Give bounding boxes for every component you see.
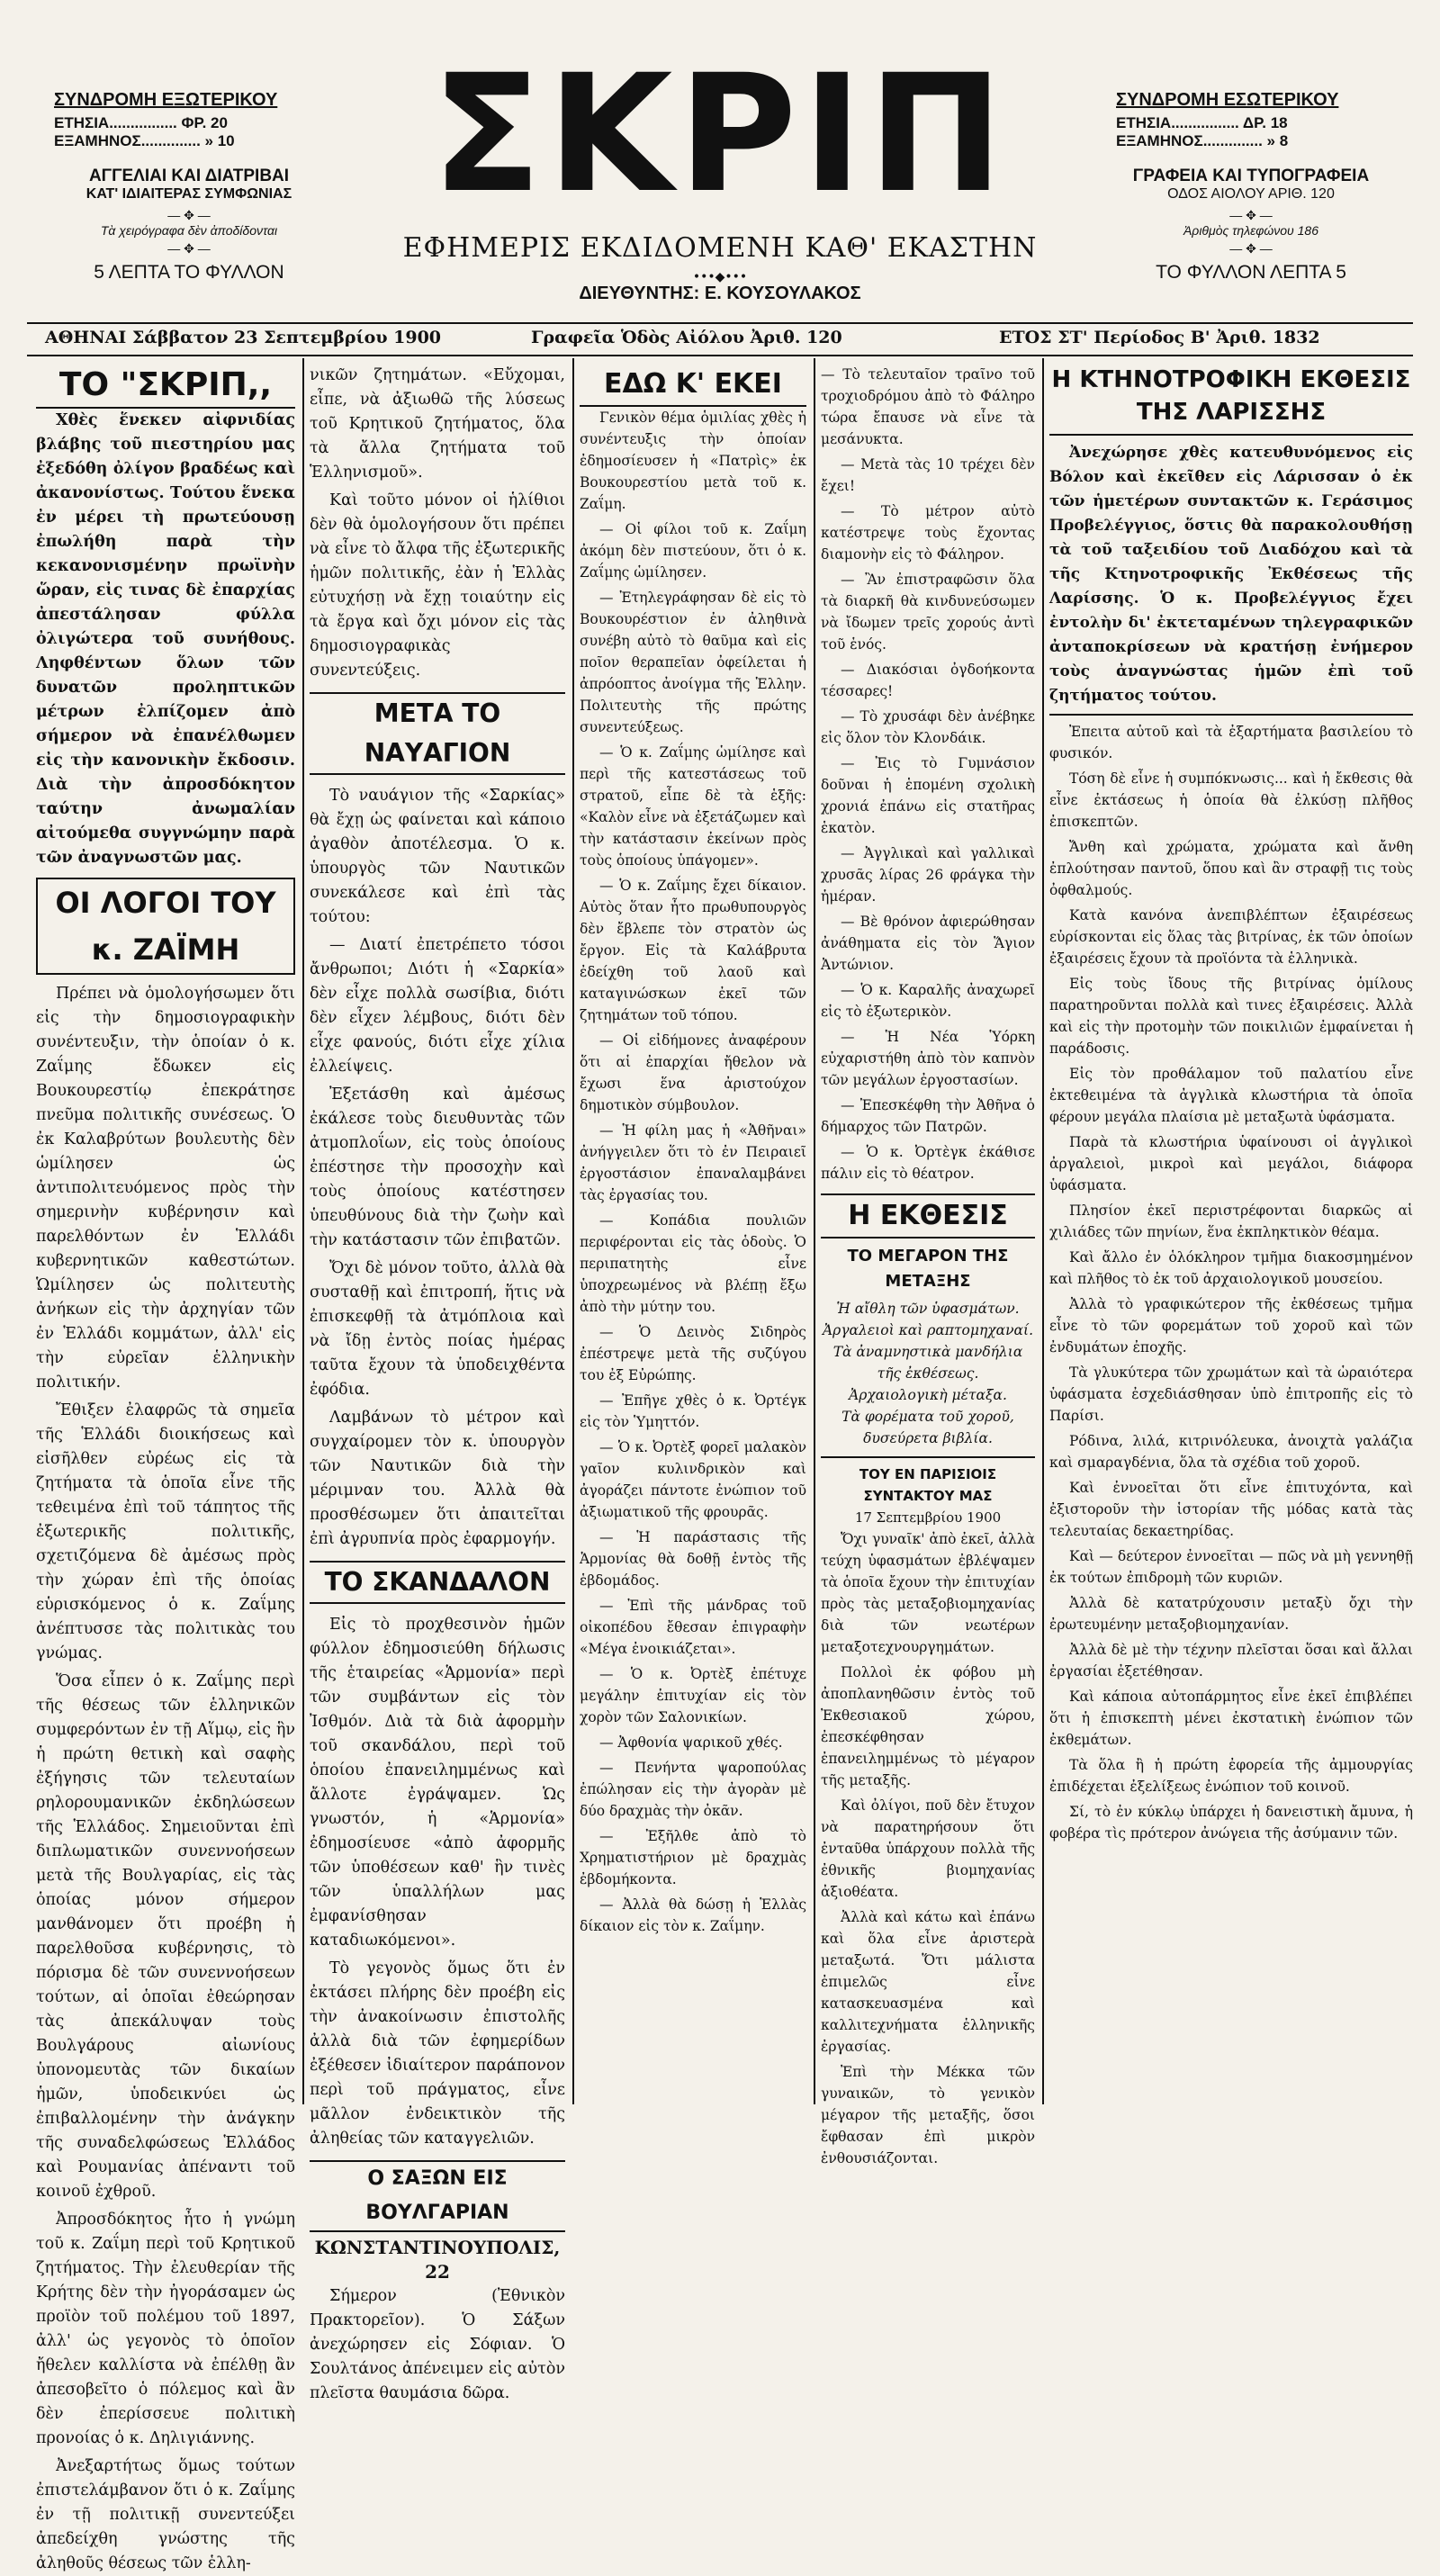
article-paragraph: Τὰ γλυκύτερα τῶν χρωμάτων καὶ τὰ ὡραιότερα ὑφάσματα ἐσχεδιάσθησαν ὑπὸ ἐπιτροπῆς εἰς τὸ Παρίσι. <box>1049 1365 1413 1424</box>
article-paragraph: — Ὁ Δεινὸς Σιδηρὸς ἐπέστρεψε μετὰ τῆς συζύγου του ἐξ Εὐρώπης. <box>580 1324 806 1383</box>
summary-line: Τὰ ἀναμνηστικὰ μανδήλια τῆς ἐκθέσεως. <box>832 1344 1023 1382</box>
article-paragraph: Εἰς τὸ προχθεσινὸν ἡμῶν φύλλον ἐδημοσιεύθη δήλωσις τῆς ἑταιρείας «Ἁρμονία» περὶ τῶν συμβάντων εἰς τὸν Ἰσθμόν. Διὰ τὰ διὰ ἀφορμὴν τοῦ σκανδάλου, περὶ τοῦ ὁποίου ἐπανειλημμένως καὶ ἄλλοτε ἐγράψαμεν. Ὡς γνωστόν, ἡ «Ἁρμονία» ἐδημοσίευσε «ἀπὸ ἀφορμῆς τῶν ὑποθέσεων καθ' ἣν τινὲς τῶν ὑπαλλήλων μας ἐμφανίσθησαν καταδιωκόμενοι». <box>310 1616 565 1950</box>
article-paragraph: — Πενήντα ψαροπούλας ἐπώλησαν εἰς τὴν ἀγορὰν μὲ δύο δραχμὰς τὴν ὀκᾶν. <box>580 1760 806 1819</box>
director: ΔΙΕΥΘΥΝΤΗΣ: Ε. ΚΟΥΣΟΥΛΑΚΟΣ <box>579 284 861 303</box>
article-paragraph: — Οἱ φίλοι τοῦ κ. Ζαΐμη ἀκόμη δὲν πιστεύουν, ὅτι ὁ κ. Ζαΐμης ὡμίλησεν. <box>580 521 806 581</box>
article-paragraph: Εἰς τὸν προθάλαμον τοῦ παλατίου εἶνε ἐκτεθειμένα τὰ ἀγγλικὰ κλωστήρια τὰ ὁποῖα φέρουν μεγάλα πλαίσια μὲ μεταξωτὰ ὑφάσματα. <box>1049 1066 1413 1125</box>
dateline-top-rule <box>27 322 1413 324</box>
article-subheading-megaron: ΤΟ ΜΕΓΑΡΟΝ ΤΗΣ ΜΕΤΑΞΗΣ <box>847 1247 1009 1291</box>
ornament-right-2: — ✥ — <box>1229 241 1273 256</box>
article-heading-edo-kekei: ΕΔΩ Κ' ΕΚΕΙ <box>580 364 806 407</box>
article-paragraph: Πρέπει νὰ ὁμολογήσωμεν ὅτι εἰς τὴν δημοσιογραφικὴν συνέντευξιν, τὴν ὁποίαν ὁ κ. Ζαΐμης ἔδωκεν εἰς Βουκουρεστίῳ ἐπεκράτησε πνεῦμα πολιτικῆς συνέσεως. Ὁ ἐκ Καλαβρύτων βουλευτὴς δὲν ὡμίλησεν ὡς ἀντιπολιτευόμενος πρὸς τὴν σημερινὴν κυβέρνησιν καὶ παρελθόντων ἐν Ἑλλάδι κυβερνητικῶν καθεστώτων. Ὡμίλησεν ὡς πολιτευτὴς ἀνήκων εἰς τὴν ἀρχηγίαν τῶν ἐν Ἑλλάδι κομμάτων, ἀλλ' εἰς τὴν εὐρεῖαν ἑλληνικὴν πολιτικήν. <box>36 985 295 1392</box>
left-info-box <box>54 90 324 284</box>
article-paragraph: — Ὁ κ. Ὀρτὲξ ἐπέτυχε μεγάλην ἐπιτυχίαν εἰς τὸν χορὸν τῶν Σαλονικίων. <box>580 1666 806 1725</box>
article-paragraph: — Οἱ εἰδήμονες ἀναφέρουν ὅτι αἱ ἐπαρχίαι ἤθελον νὰ ἔχωσι ἕνα ἀριστούχον δημοτικὸν σύμβουλον. <box>580 1032 806 1113</box>
article-paragraph: — Ἀλλὰ θὰ δώσῃ ἡ Ἑλλὰς δίκαιον εἰς τὸν κ. Ζαΐμην. <box>580 1896 806 1934</box>
article-paragraph: Εἰς τοὺς ἴδους τῆς βιτρίνας ὁμίλους παρατηροῦνται πολλὰ καὶ τινες ἐξαιρέσεις. Ἀλλὰ καὶ εἰς τὴν προτομὴν τῶν ποικιλιῶν ἐμφαίνεται ἡ παράδοσις. <box>1049 976 1413 1057</box>
article-paragraph: Κατὰ κανόνα ἀνεπιβλέπτων ἐξαιρέσεως εὐρίσκονται εἰς ὅλας τὰς βιτρίνας, ἐκ τῶν ὁποίων ἐξαιρέσεις ἔχουν τὰ προϊόντα τὰ ἑλληνικὰ. <box>1049 907 1413 967</box>
subscription-half-domestic: ΕΞΑΜΗΝΟΣ.............. » 8 <box>1116 132 1289 149</box>
offices-title: ΓΡΑΦΕΙΑ ΚΑΙ ΤΥΠΟΓΡΑΦΕΙΑ <box>1132 167 1370 185</box>
subscription-half: ΕΞΑΜΗΝΟΣ.............. » 10 <box>54 132 235 149</box>
article-paragraph: Ἀνεξαρτήτως ὅμως τούτων ἐπιστελάμβανον ὅτι ὁ κ. Ζαΐμης ἐν τῇ πολιτικῇ συνεντεύξει ἀπεδείχθη γνώστης τῆς ἀληθοῦς θέσεως τῶν ἑλλη- <box>36 2457 295 2572</box>
article-paragraph: Ἔθιξεν ἐλαφρῶς τὰ σημεῖα τῆς Ἑλλάδι διοικήσεως καὶ εἰσῆλθεν εὐρέως εἰς τὰ ζητήματα τὰ ὁποῖα εἶνε τῆς τεθειμένα ἐπὶ τοῦ τάπητος τῆς ἐξωτερικῆς πολιτικῆς, σχετιζόμενα δὲ ἀμέσως πρὸς τὴν χώραν ἐπὶ τῆς ὁποίας εὑρισκόμενος ὁ κ. Ζαΐμης ἀνέπτυσσε τὰς πολιτικὰς του γνώμας. <box>36 1401 295 1662</box>
article-paragraph: — Ἐπὶ τῆς μάνδρας τοῦ οἰκοπέδου ἔθεσαν ἐπιγραφὴν «Μέγα ἐνοικιάζεται». <box>580 1598 806 1657</box>
article-paragraph: Λαμβάνων τὸ μέτρον καὶ συγχαίρομεν τὸν κ. ὑπουργὸν τῶν Ναυτικῶν διὰ τὴν μέριμναν του. Ἀλλὰ θὰ προσθέσωμεν ὅτι ἀπαιτεῖται ἐπὶ ἀγρυπνία πρὸς ἐφαρμογήν. <box>310 1409 565 1548</box>
subscription-domestic-title: ΣΥΝΔΡΟΜΗ ΕΣΩΤΕΡΙΚΟΥ <box>1116 90 1339 110</box>
article-paragraph: — Ἐις τὸ Γυμνάσιον δοῦναι ἡ ἑπομένη σχολικὴ χρονιά ἐπάνω εἰς στατῆρας ἑκατὸν. <box>821 755 1035 836</box>
ads-title: ΑΓΓΕΛΙΑΙ ΚΑΙ ΔΙΑΤΡΙΒΑΙ <box>88 167 290 185</box>
newspaper-title: ΣΚΡΙΠ <box>431 41 1009 229</box>
dateline-office: Γραφεῖα Ὁδὸς Αἰόλου Ἀριθ. 120 <box>531 328 842 347</box>
article-paragraph: Ἐξετάσθη καὶ ἀμέσως ἐκάλεσε τοὺς διευθυντὰς τῶν ἀτμοπλοΐων, εἰς τοὺς ὁποίους ἐπέστησε τὴν προσοχὴν καὶ τοὺς ὁποίους κατέστησεν ὑπευθύνους διὰ τὴν ζωὴν καὶ τὴν κατάστασιν τῶν ἐπιβατῶν. <box>310 1085 565 1249</box>
article-paragraph: Ἀλλὰ τὸ γραφικώτερον τῆς ἐκθέσεως τμῆμα εἶνε τὸ τῶν φορεμάτων τοῦ χοροῦ καὶ τῶν ἐνδυμάτων ἐποχῆς. <box>1049 1296 1413 1356</box>
article-heading-ktinotrofiki: Η ΚΤΗΝΟΤΡΟΦΙΚΗ ΕΚΘΕΣΙΣ ΤΗΣ ΛΑΡΙΣΣΗΣ <box>1049 364 1413 436</box>
dateline-bottom-rule <box>27 355 1413 356</box>
article-paragraph: Σί, τὸ ἐν κύκλῳ ὑπάρχει ἡ δανειστικὴ ἄμυνα, ἡ φοβέρα τὶς πρότερον ἀνώγεια τῆς ἀσύμανιν τῶν. <box>1049 1804 1413 1842</box>
ornament-left: — ✥ — <box>167 208 211 222</box>
article-paragraph: — Ὁ κ. Καραλῆς ἀναχωρεῖ εἰς τὸ ἐξωτερικὸν. <box>821 982 1035 1020</box>
subscription-yearly: ΕΤΗΣΙΑ................ ΦΡ. 20 <box>54 114 228 131</box>
dateline-date: ΑΘΗΝΑΙ Σάββατον 23 Σεπτεμβρίου 1900 <box>45 328 442 347</box>
article-paragraph: — Ἐπεσκέφθη τὴν Ἀθῆνα ὁ δήμαρχος τῶν Πατρῶν. <box>821 1097 1035 1135</box>
article-paragraph: Καὶ ἄλλο ἐν ὁλόκληρον τμῆμα διακοσμημένον καὶ πλῆθος τὸ ἐκ τοῦ ἀρχαιολογικοῦ μουσείου. <box>1049 1249 1413 1287</box>
article-paragraph: Ἄνθη καὶ χρώματα, χρώματα καὶ ἄνθη ἐπλούτησαν παντοῦ, ὅπου καὶ ἂν στραφῇ τις τοὺς ὀφθαλμούς. <box>1049 839 1413 898</box>
article-paragraph: — Ὁ κ. Ζαΐμης ὡμίλησε καὶ περὶ τῆς κατεστάσεως τοῦ στρατοῦ, εἶπε δὲ τὰ ἑξῆς: «Καλὸν εἶνε νὰ ἐξετάζωμεν καὶ τὴν κατάστασιν ἐκείνων πρὸς τοὺς ὁποίους ὑπάγομεν». <box>580 744 806 869</box>
article-paragraph: — Τὸ τελευταῖον τραῖνο τοῦ τροχιοδρόμου ἀπὸ τὸ Φάληρο τώρα ἔπαυσε νὰ εἶνε τὰ μεσάνυκτα. <box>821 366 1035 447</box>
column-rule-1 <box>302 358 304 2104</box>
column-rule-2 <box>572 358 574 2104</box>
section-divider <box>1049 714 1413 716</box>
article-paragraph: Ἀλλὰ δὲ κατατρύχουσιν μεταξὺ ὄχι τὴν ἐρωτευμένην μεταξοβιομηχανίαν. <box>1049 1595 1413 1633</box>
article-paragraph: Σήμερον (Ἐθνικὸν Πρακτορεῖον). Ὁ Σάξων ἀνεχώρησεν εἰς Σόφιαν. Ὁ Σουλτάνος ἀπένειμεν εἰς αὐτὸν πλεῖστα θαυμάσια δῶρα. <box>310 2287 565 2402</box>
article-paragraph: — Ὁ κ. Ὀρτὲγκ ἐκάθισε πάλιν εἰς τὸ θέατρον. <box>821 1144 1035 1182</box>
column-2 <box>310 364 565 2402</box>
article-paragraph: Ὄχι γυναῖκ' ἀπὸ ἐκεῖ, ἀλλὰ τεύχη ὑφασμάτων ἐβλέψαμεν τὰ ὁποῖα ἔχουν τὴν ἐπιτυχίαν πρὸς τὰς μεταξοβιομηχανίας διὰ τῶν νεωτέρων μεταξοτεχνουργημάτων. <box>821 1531 1035 1655</box>
article-paragraph: Τόση δὲ εἶνε ἡ συμπόκνωσις... καὶ ἡ ἔκθεσις θὰ εἶνε ἐκτάσεως ἡ ὁποία θὰ ἐλκύσῃ πλῆθος ἐπισκεπτῶν. <box>1049 770 1413 830</box>
article-paragraph: — Ἐπῆγε χθὲς ὁ κ. Ὀρτέγκ εἰς τὸν Ὑμηττόν. <box>580 1392 806 1430</box>
article-paragraph: — Τὸ χρυσάφι δὲν ἀνέβηκε εἰς ὅλον τὸν Κλονδάικ. <box>821 708 1035 746</box>
article-paragraph: — Ἡ φίλη μας ἡ «Ἀθῆναι» ἀνήγγειλεν ὅτι τὸ ἐν Πειραιεῖ ἐργοστάσιον ἐπαναλαμβάνει τὰς ἐργασίας του. <box>580 1122 806 1203</box>
subscription-yearly-domestic: ΕΤΗΣΙΑ................ ΔΡ. 18 <box>1116 114 1288 131</box>
article-paragraph: — Διατί ἐπετρέπετο τόσοι ἄνθρωποι; Διότι ἡ «Σαρκία» δὲν εἶχε πολλὰ σωσίβια, διότι δὲν εἶχεν λέμβους, διότι δὲν εἶχε φανούς, διότι εἶχε χίλια ἐλλείψεις. <box>310 936 565 1076</box>
article-paragraph: Καὶ ἐννοεῖται ὅτι εἶνε ἐπιτυχόντα, καὶ ἐξιστοροῦν τὴν ἱστορίαν τῆς μόδας κατὰ τὰς τελευταίας δεκαετηρίδας. <box>1049 1480 1413 1539</box>
dateline-issue: ΕΤΟΣ ΣΤ' Περίοδος Β' Ἀριθ. 1832 <box>999 328 1320 347</box>
offices-address: ΟΔΟΣ ΑΙΟΛΟΥ ΑΡΙΘ. 120 <box>1167 186 1335 202</box>
article-paragraph: — Ὁ κ. Ὀρτὲξ φορεῖ μαλακὸν γαῖον κυλινδρικὸν καὶ ἀγοράζει πάντοτε ἐνώπιον τοῦ ἀξιωματικοῦ τῆς φρουρᾶς. <box>580 1439 806 1520</box>
article-paragraph: Καὶ τοῦτο μόνον οἱ ἡλίθιοι δὲν θὰ ὁμολογήσουν ὅτι πρέπει νὰ εἶνε τὸ ἄλφα τῆς ἐξωτερικῆς ἡμῶν πολιτικῆς, ἐὰν ἡ Ἑλλὰς εὐτυχήσῃ νὰ ἔχῃ τοιαύτην εἰς τὰ ἔργα καὶ ὄχι μόνον εἰς τὰς δημοσιογραφικὰς συνεντεύξεις. <box>310 491 565 680</box>
summary-line: Ἡ αἴθλη τῶν ὑφασμάτων. <box>836 1301 1020 1317</box>
newspaper-subtitle: ΕΦΗΜΕΡΙΣ ΕΚΔΙΔΟΜΕΝΗ ΚΑΘ' ΕΚΑΣΤΗΝ <box>402 232 1038 264</box>
masthead <box>0 0 1440 324</box>
article-heading-skandalon: ΤΟ ΣΚΑΝΔΑΛΟΝ <box>310 1561 565 1604</box>
dateline <box>27 326 1413 353</box>
article-paragraph: Τὰ ὅλα ἢ ἡ πρώτη ἐφορεία τῆς ἀμμουργίας ἐπιδέχεται ἐξελίξεως ἐνώπιον τοῦ κοινοῦ. <box>1049 1757 1413 1795</box>
article-paragraph: Ὄχι δὲ μόνον τοῦτο, ἀλλὰ θὰ συσταθῇ καὶ ἐπιτροπή, ἥτις νὰ ἐπισκεφθῇ τὰ ἀτμόπλοια καὶ νὰ ἴδῃ ἐντὸς ποίας ἡμέρας ταῦτα ἔχουν τὰ ὑποδειχθέντα ἐφόδια. <box>310 1259 565 1399</box>
phone-number: Ἀριθμὸς τηλεφώνου 186 <box>1183 223 1319 238</box>
article-paragraph: Χθὲς ἕνεκεν αἰφνιδίας βλάβης τοῦ πιεστηρίου μας ἐξεδόθη ὀλίγον βραδέως καὶ ἀκανονίστως. Τούτου ἕνεκα ἐν μέρει τὴ πρωτεύουσῃ ἐπωλήθη παρὰ τὴν κεκανονισμένην πρωϊνὴν ὥραν, εἰς τινας δὲ ἐπαρχίας ἀπεστάλησαν φύλλα ὀλιγώτερα τοῦ συνήθους. Ληφθέντων ὅλων τῶν δυνατῶν προληπτικῶν μέτρων ἐλπίζομεν ἀπὸ σήμερον νὰ ἐπανέλθωμεν εἰς τὴν κανονικὴν ἔκδοσιν. Διὰ τὴν ἀπροσδόκητον ταύτην ἀνωμαλίαν αἰτούμεθα συγγνώμην παρὰ τῶν ἀναγνωστῶν μας. <box>36 411 295 867</box>
ornament-center: •••◆••• <box>692 270 748 284</box>
article-paragraph: — Ἂν ἐπιστραφῶσιν ὅλα τὰ διαρκῆ θὰ κινδυνεύσωμεν νὰ ἴδωμεν τρεῖς χορούς ἀντὶ τοῦ ἑνός. <box>821 572 1035 653</box>
article-paragraph: Πολλοὶ ἐκ φόβου μὴ ἀποπλανηθῶσιν ἐντὸς τοῦ Ἐκθεσιακοῦ χώρου, ἐπεσκέφθησαν ἐπανειλημμένως τὸ μέγαρον τῆς μεταξῆς. <box>821 1664 1035 1788</box>
article-paragraph: Καὶ — δεύτερον ἐννοεῖται — πῶς νὰ μὴ γεννηθῇ ἐκ τούτων ἐπιδρομὴ τῶν κυριῶν. <box>1049 1548 1413 1586</box>
article-paragraph: — Ἡ παράστασις τῆς Ἁρμονίας θὰ δοθῇ ἐντὸς τῆς ἑβδομάδος. <box>580 1529 806 1589</box>
manuscripts-note: Τὰ χειρόγραφα δὲν ἀποδίδονται <box>100 223 278 238</box>
summary-line: Ἀρχαιολογικὴ μέταξα. <box>849 1387 1007 1403</box>
summary-line: Ἀργαλειοὶ καὶ ραπτομηχαναί. <box>822 1322 1033 1338</box>
article-paragraph: — Μετὰ τὰς 10 τρέχει δὲν ἔχει! <box>821 456 1035 494</box>
article-paragraph: Τὸ γεγονὸς ὅμως ὅτι ἐν ἐκτάσει πλήρης δὲν προέβη εἰς τὴν ἀνακοίνωσιν ἐπιστολῆς ἀλλὰ διὰ τῶν ἐφημερίδων ἐξέθεσεν ἰδιαίτερον παράπονον περὶ τοῦ πράγματος, εἶνε μᾶλλον ἐνδεικτικὸν τῆς ἀληθείας τῶν καταγγελιῶν. <box>310 1959 565 2148</box>
article-paragraph: — Ἀφθονία ψαρικοῦ χθές. <box>599 1734 783 1751</box>
price-right: ΤΟ ΦΥΛΛΟΝ ΛΕΠΤΑ 5 <box>1156 262 1346 283</box>
article-heading-navagion: ΜΕΤΑ ΤΟ ΝΑΥΑΓΙΟΝ <box>310 692 565 775</box>
article-heading-skrip: ΤΟ "ΣΚΡΙΠ,, <box>36 364 295 409</box>
article-paragraph: νικῶν ζητημάτων. «Εὔχομαι, εἶπε, νὰ ἀξιωθῶ τῆς λύσεως τοῦ Κρητικοῦ ζητήματος, ὅλα τὰ ἄλλα ζητήματα τοῦ Ἑλληνισμοῦ». <box>310 366 565 482</box>
article-paragraph: Καὶ ὀλίγοι, ποῦ δὲν ἔτυχον νὰ παρατηρήσουν ὅτι ἐνταῦθα ὑπάρχουν πολλὰ τῆς ἐθνικῆς βιομηχανίας ἀξιοθέατα. <box>821 1797 1035 1900</box>
article-heading-zaimis: ΟΙ ΛΟΓΟΙ ΤΟΥ κ. ΖΑΪΜΗ <box>36 878 295 975</box>
article-paragraph: Καὶ κάποια αὐτοπάρμητος εἶνε ἐκεῖ ἐπιβλέπει ὅτι ἡ ἐπισκεπτὴ μένει ἐκστατικὴ ἐνώπιον τῶν ἐκθεμάτων. <box>1049 1689 1413 1748</box>
article-paragraph: Τὸ ναυάγιον τῆς «Σαρκίας» θὰ ἔχῃ ὡς φαίνεται καὶ κάποιο ἀγαθὸν ἀποτέλεσμα. Ὁ κ. ὑπουργὸς τῶν Ναυτικῶν συνεκάλεσε καὶ ἐπὶ τὰς τούτου: <box>310 787 565 926</box>
article-paragraph: Ἐπειτα αὐτοῦ καὶ τὰ ἐξαρτήματα βασιλείου τὸ φυσικόν. <box>1049 724 1413 761</box>
column-1 <box>36 364 295 2572</box>
article-date: 17 Σεπτεμβρίου 1900 <box>854 1509 1002 1526</box>
article-paragraph: — Διακόσιαι ὀγδοήκοντα τέσσαρες! <box>821 662 1035 699</box>
article-paragraph: — Ἡ Νέα Ὑόρκη εὐχαριστήθη ἀπὸ τὸν καπνὸν τῶν μεγάλων ἐργοστασίων. <box>821 1029 1035 1088</box>
article-paragraph: — Ἐτηλεγράφησαν δὲ εἰς τὸ Βουκουρέστιον ἐν ἀληθινὰ συνέβη αὐτὸ τὸ θαῦμα καὶ εἰς ποῖον θεραπεῖαν ὀφείλεται ἡ ἀπρόοπτος ἀνοίγμα τῆς Ἑλλην. Πολιτευτὴς τῆς πρώτης συνεντεύξεως. <box>580 590 806 735</box>
column-5 <box>1049 364 1413 2101</box>
article-paragraph: Ρόδινα, λιλά, κιτρινόλευκα, ἀνοιχτὰ γαλάζια καὶ σμαραγδένια, ὅλα τὰ σχέδια τοῦ χοροῦ. <box>1049 1433 1413 1471</box>
price-left: 5 ΛΕΠΤΑ ΤΟ ΦΥΛΛΟΝ <box>94 262 284 283</box>
ornament-left-2: — ✥ — <box>167 241 211 256</box>
article-paragraph: Ἀλλὰ δὲ μὲ τὴν τέχνην πλεῖσται ὅσαι καὶ ἄλλαι ἐργασίαι ἐξετέθησαν. <box>1049 1642 1413 1680</box>
column-4 <box>821 364 1035 2166</box>
article-paragraph: Ὅσα εἶπεν ὁ κ. Ζαΐμης περὶ τῆς θέσεως τῶν ἑλληνικῶν συμφερόντων ἐν τῇ Αἵμῳ, εἰς ἣν ἡ πρώτη θετικὴ καὶ σαφὴς ἐξήγησις τῶν τελευταίων ρηλορουμανικῶν ἐκδηλώσεων τῆς Ἑλλάδος. Σημειοῦνται ἐπὶ διπλωματικῶν συνεννοήσεων μετὰ τῆς Βουλγαρίας, εἰς τὰς ὁποίας μόνον σήμερον μανθάνομεν ὅτι προέβη ἡ παρελθοῦσα κυβέρνησις, τὸ πόρισμα δὲ τῶν συνεννοήσεων τούτων, αἱ ὁποῖαι ἐθεώρησαν τὰς ἀπεκάλυψαν τοὺς Βουλγάρους αἰωνίους ὑπονομευτὰς τῶν δικαίων ἡμῶν, ὑποδεικνύει ὡς ἐπιβαλλομένην τὴν ἀνάγκην τῆς συναδελφώσεως Ἑλλάδος καὶ Ρουμανίας ἀπέναντι τοῦ κοινοῦ ἐχθροῦ. <box>36 1672 295 2201</box>
article-paragraph: — Ἐξῆλθε ἀπὸ τὸ Χρηματιστήριον μὲ δραχμὰς ἐβδομήκοντα. <box>580 1828 806 1887</box>
article-paragraph: Ἐπὶ τὴν Μέκκα τῶν γυναικῶν, τὸ γενικὸν μέγαρον τῆς μεταξῆς, ὅσοι ἔφθασαν ἐπὶ μικρὸν ἐνθουσιάζονται. <box>821 2064 1035 2166</box>
column-3 <box>580 364 806 2101</box>
article-paragraph: Ἀπροσδόκητος ἦτο ἡ γνώμη τοῦ κ. Ζαΐμη περὶ τοῦ Κρητικοῦ ζητήματος. Τὴν ἐλευθερίαν τῆς Κρήτης δὲν τὴν ἠγοράσαμεν ὡς προϊὸν τοῦ πολέμου τοῦ 1897, ἀλλ' ὡς γεγονὸς τὸ ὁποῖον ἤθελεν καλλίστα νὰ ἐπέλθῃ ἂν ἀπεσοβεῖτο ὁ πόλεμος καὶ ἂν δὲν ἐπερίσσευε πολιτικὴ προνοίας ὁ κ. Δηλιγιάννης. <box>36 2211 295 2447</box>
article-paragraph: — Βὲ θρόνον ἀφιερώθησαν ἀνάθηματα εἰς τὸν Ἅγιον Ἀντώνιον. <box>821 914 1035 973</box>
correspondent-heading: ΤΟΥ ΕΝ ΠΑΡΙΣΙΟΙΣ ΣΥΝΤΑΚΤΟΥ ΜΑΣ <box>821 1456 1035 1507</box>
column-rule-4 <box>1042 358 1044 2104</box>
article-paragraph: — Ἀγγλικαὶ καὶ γαλλικαὶ χρυσᾶς λίρας 26 φράγκα τὴν ἡμέραν. <box>821 845 1035 905</box>
article-paragraph: Γενικὸν θέμα ὁμιλίας χθὲς ἡ συνέντευξις τὴν ὁποίαν ἐδημοσίευσεν ἡ «Πατρὶς» ἐκ Βουκουρεστίου μετὰ τοῦ κ. Ζαΐμη. <box>580 410 806 512</box>
article-dateline: ΚΩΝΣΤΑΝΤΙΝΟΥΠΟΛΙΣ, 22 <box>314 2237 561 2283</box>
article-paragraph: — Τὸ μέτρον αὐτὸ κατέστρεψε τοὺς ἔχοντας διαμονὴν εἰς τὸ Φάληρον. <box>821 503 1035 563</box>
right-info-box <box>1116 90 1386 284</box>
ads-subtitle: ΚΑΤ' ΙΔΙΑΙΤΕΡΑΣ ΣΥΜΦΩΝΙΑΣ <box>86 186 292 202</box>
article-paragraph: Ἀλλὰ καὶ κάτω καὶ ἐπάνω καὶ ὅλα εἶνε ἀριστερὰ μεταξωτά. Ὅτι μάλιστα ἐπιμελῶς εἶνε κατασκευασμένα καὶ καλλιτεχνήματα ἑλληνικῆς ἐργασίας. <box>821 1909 1035 2055</box>
article-heading-saxon: Ο ΣΑΞΩΝ ΕΙΣ ΒΟΥΛΓΑΡΙΑΝ <box>310 2160 565 2232</box>
summary-line: Τὰ φορέματα τοῦ χοροῦ, δυσεύρετα βιβλία. <box>842 1409 1014 1446</box>
subscription-foreign-title: ΣΥΝΔΡΟΜΗ ΕΞΩΤΕΡΙΚΟΥ <box>54 90 278 110</box>
article-paragraph: — Ὁ κ. Ζαΐμης ἔχει δίκαιον. Αὐτὸς ὅταν ἦτο πρωθυπουργὸς δὲν ἔβλεπε τὸν στρατὸν ὡς ἔργον. Εἰς τὰ Καλάβρυτα ἐδείχθη τοῦ λαοῦ καὶ καταγινώσκων ἐκεῖ τῶν ζητημάτων τοῦ τόπου. <box>580 878 806 1023</box>
article-paragraph: Παρὰ τὰ κλωστήρια ὑφαίνουσι οἱ ἀγγλικοὶ ἀργαλειοὶ, μικροὶ καὶ μεγάλοι, διάφορα ὑφάσματα. <box>1049 1134 1413 1193</box>
column-rule-3 <box>814 358 815 2104</box>
article-heading-ekthesis: Η ΕΚΘΕΣΙΣ <box>821 1193 1035 1238</box>
article-paragraph: Πλησίον ἐκεῖ περιστρέφονται διαρκῶς αἱ χιλιάδες τῶν πηνίων, ἕνα ἐκπληκτικὸν θέαμα. <box>1049 1202 1413 1240</box>
ornament-right: — ✥ — <box>1229 208 1273 222</box>
article-paragraph: Ἀνεχώρησε χθὲς κατευθυνόμενος εἰς Βόλον καὶ ἐκεῖθεν εἰς Λάρισσαν ὁ ἐκ τῶν ἡμετέρων συντακτῶν κ. Γεράσιμος Προβελέγγιος, ὅστις θὰ παρακολουθήσῃ τὰ τοῦ ταξειδίου τοῦ Διαδόχου καὶ τὰ τῆς Κτηνοτροφικῆς Ἐκθέσεως τῆς Λαρίσσης. Ὁ κ. Προβελέγγιος ἔχει ἐντολὴν δι' ἐκτεταμένων τηλεγραφικῶν ἀνταποκρίσεων νὰ κρατήσῃ ἐνήμερον τοὺς ἀναγνώστας ἡμῶν ἐπὶ τοῦ ζητήματος τούτου. <box>1049 444 1413 705</box>
article-paragraph: — Κοπάδια πουλιῶν περιφέρονται εἰς τὰς ὁδοὺς. Ὁ περιπατητὴς εἶνε ὑποχρεωμένος νὰ βλέπῃ ἔξω ἀπὸ τὴν μύτην του. <box>580 1212 806 1315</box>
